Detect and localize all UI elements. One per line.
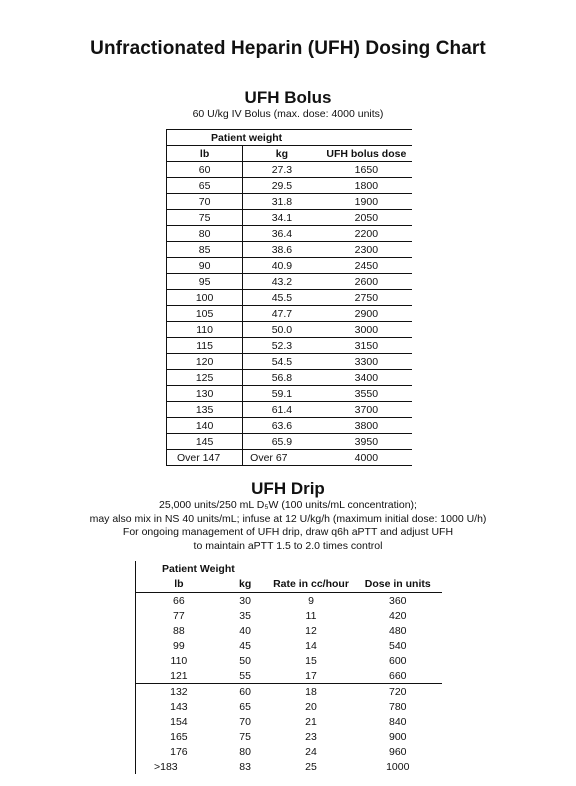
- drip-cell-dose: 660: [389, 669, 407, 682]
- drip-group-header-spacer: [354, 561, 442, 576]
- drip-cell-dose: 1000: [386, 760, 410, 773]
- bolus-subtitle: 60 U/kg IV Bolus (max. dose: 4000 units): [192, 108, 384, 120]
- bolus-cell-lb: 60: [167, 162, 243, 178]
- bolus-cell-lb: 70: [167, 194, 243, 210]
- drip-cell-rate: 17: [305, 669, 317, 682]
- bolus-cell-lb: 95: [167, 274, 243, 290]
- bolus-cell-kg: 52.3: [243, 338, 321, 354]
- bolus-cell-lb: 90: [167, 258, 243, 274]
- drip-cell-lb: 99: [173, 639, 185, 652]
- bolus-table-row: [167, 162, 413, 178]
- bolus-table-row: [167, 306, 413, 322]
- bolus-table-row: [167, 418, 413, 434]
- bolus-cell-dose: 3800: [321, 418, 412, 434]
- bolus-cell-lb: 75: [167, 210, 243, 226]
- bolus-table-row: [167, 274, 413, 290]
- drip-cell-kg: 35: [239, 609, 251, 622]
- drip-table-row: [136, 729, 443, 744]
- drip-cell-dose: 420: [389, 609, 407, 622]
- drip-cell-lb: 66: [173, 594, 185, 607]
- bolus-table-row: [167, 386, 413, 402]
- drip-cell-rate: 24: [305, 745, 317, 758]
- drip-cell-rate: 18: [268, 684, 353, 700]
- drip-cell-rate: 9: [308, 594, 314, 607]
- bolus-cell-dose: 2450: [321, 258, 412, 274]
- bolus-table-row: [167, 338, 413, 354]
- bolus-cell-dose: 3550: [321, 386, 412, 402]
- bolus-cell-lb: 135: [167, 402, 243, 418]
- bolus-cell-lb: 110: [167, 322, 243, 338]
- bolus-cell-dose: 1650: [321, 162, 412, 178]
- bolus-cell-lb: 105: [167, 306, 243, 322]
- bolus-column-header-row: [167, 146, 413, 162]
- bolus-table-row: [167, 242, 413, 258]
- bolus-cell-lb: 145: [167, 434, 243, 450]
- drip-cell-kg: 80: [239, 745, 251, 758]
- drip-cell-dose: 480: [389, 624, 407, 637]
- drip-cell-rate: 14: [305, 639, 317, 652]
- bolus-cell-lb: 65: [167, 178, 243, 194]
- drip-table-row: [136, 699, 443, 714]
- bolus-cell-dose: 2300: [321, 242, 412, 258]
- bolus-heading: UFH Bolus: [244, 88, 332, 107]
- bolus-cell-dose: 3950: [321, 434, 412, 450]
- drip-subtitle-line: may also mix in NS 40 units/mL; infuse at 12 U/kg/h (maximum initial dose: 1000 U/h): [89, 512, 487, 525]
- drip-col-dose: Dose in units: [354, 576, 442, 593]
- drip-table-row: [136, 759, 443, 774]
- drip-cell-kg: 60: [222, 684, 269, 700]
- bolus-cell-kg: 47.7: [243, 306, 321, 322]
- bolus-cell-kg: 38.6: [243, 242, 321, 258]
- drip-table-row: [136, 684, 443, 700]
- drip-table-row: [136, 623, 443, 638]
- drip-cell-lb: 165: [170, 730, 188, 743]
- bolus-cell-kg: 65.9: [243, 434, 321, 450]
- drip-table-row: [136, 608, 443, 623]
- drip-subtitle-line: For ongoing management of UFH drip, draw q6h aPTT and adjust UFH: [122, 526, 454, 538]
- drip-group-header-row: [136, 561, 443, 576]
- drip-table-row: [136, 668, 443, 684]
- drip-table-row: [136, 653, 443, 668]
- drip-cell-dose: 840: [389, 715, 407, 728]
- bolus-table-row: [167, 402, 413, 418]
- bolus-group-header-row: [167, 130, 413, 146]
- bolus-col-dose: UFH bolus dose: [321, 146, 412, 162]
- drip-group-header-spacer: [268, 561, 353, 576]
- drip-cell-dose: 600: [389, 654, 407, 667]
- bolus-cell-dose: 1800: [321, 178, 412, 194]
- bolus-cell-dose: 2600: [321, 274, 412, 290]
- drip-cell-lb: 77: [173, 609, 185, 622]
- bolus-cell-kg: 31.8: [243, 194, 321, 210]
- bolus-table-body: [167, 162, 413, 466]
- bolus-cell-dose: 3150: [321, 338, 412, 354]
- bolus-cell-kg: 27.3: [243, 162, 321, 178]
- drip-cell-lb: 110: [170, 654, 188, 667]
- drip-cell-dose: 900: [389, 730, 407, 743]
- bolus-cell-dose: 4000: [321, 450, 412, 466]
- bolus-cell-dose: 2750: [321, 290, 412, 306]
- drip-table: [135, 561, 442, 774]
- drip-heading: UFH Drip: [251, 479, 325, 498]
- drip-cell-dose: 360: [389, 594, 407, 607]
- drip-cell-rate: 21: [305, 715, 317, 728]
- drip-table-row: [136, 593, 443, 609]
- bolus-cell-kg: 40.9: [243, 258, 321, 274]
- bolus-table-row: [167, 434, 413, 450]
- bolus-col-lb: lb: [167, 146, 243, 162]
- drip-cell-rate: 15: [305, 654, 317, 667]
- bolus-cell-lb: 100: [167, 290, 243, 306]
- drip-cell-lb: 143: [170, 700, 188, 713]
- bolus-cell-dose: 3700: [321, 402, 412, 418]
- bolus-col-kg: kg: [243, 146, 321, 162]
- drip-table-body: [136, 593, 443, 775]
- bolus-table-row: [167, 354, 413, 370]
- bolus-table-row: [167, 194, 413, 210]
- bolus-table: [166, 129, 412, 466]
- bolus-table-row: [167, 450, 413, 466]
- drip-cell-dose: 960: [389, 745, 407, 758]
- bolus-cell-lb: Over 147: [167, 450, 243, 466]
- bolus-cell-lb: 120: [167, 354, 243, 370]
- bolus-group-header: Patient weight: [167, 130, 321, 146]
- bolus-cell-kg: 43.2: [243, 274, 321, 290]
- bolus-table-row: [167, 322, 413, 338]
- drip-cell-kg: 75: [239, 730, 251, 743]
- drip-column-header-row: [136, 576, 443, 593]
- drip-cell-kg: 83: [239, 760, 251, 773]
- bolus-cell-kg: 34.1: [243, 210, 321, 226]
- bolus-table-row: [167, 178, 413, 194]
- drip-table-row: [136, 744, 443, 759]
- bolus-cell-kg: 36.4: [243, 226, 321, 242]
- bolus-table-row: [167, 370, 413, 386]
- bolus-cell-dose: 3000: [321, 322, 412, 338]
- bolus-cell-kg: Over 67: [243, 450, 321, 466]
- drip-cell-kg: 50: [239, 654, 251, 667]
- drip-cell-rate: 23: [305, 730, 317, 743]
- drip-cell-lb: 88: [173, 624, 185, 637]
- bolus-table-row: [167, 226, 413, 242]
- drip-cell-kg: 55: [239, 669, 251, 682]
- drip-subtitle: [0, 499, 576, 553]
- drip-cell-rate: 20: [305, 700, 317, 713]
- drip-col-kg: kg: [222, 576, 269, 593]
- drip-cell-rate: 25: [305, 760, 317, 773]
- bolus-cell-dose: 1900: [321, 194, 412, 210]
- bolus-cell-dose: 3300: [321, 354, 412, 370]
- bolus-cell-kg: 61.4: [243, 402, 321, 418]
- drip-subtitle-line: to maintain aPTT 1.5 to 2.0 times control: [193, 539, 383, 552]
- bolus-cell-lb: 130: [167, 386, 243, 402]
- drip-cell-lb: 121: [170, 669, 188, 682]
- bolus-cell-dose: 2900: [321, 306, 412, 322]
- bolus-cell-kg: 56.8: [243, 370, 321, 386]
- bolus-cell-kg: 29.5: [243, 178, 321, 194]
- bolus-cell-kg: 50.0: [243, 322, 321, 338]
- bolus-cell-kg: 45.5: [243, 290, 321, 306]
- drip-cell-dose: 720: [354, 684, 442, 700]
- page-title: Unfractionated Heparin (UFH) Dosing Chart: [90, 38, 486, 59]
- bolus-cell-lb: 85: [167, 242, 243, 258]
- drip-cell-rate: 11: [305, 609, 317, 622]
- bolus-cell-lb: 140: [167, 418, 243, 434]
- bolus-group-header-spacer: [321, 130, 412, 146]
- bolus-cell-dose: 2050: [321, 210, 412, 226]
- drip-cell-dose: 540: [389, 639, 407, 652]
- drip-group-header: Patient Weight: [162, 562, 235, 575]
- bolus-cell-kg: 54.5: [243, 354, 321, 370]
- drip-cell-rate: 12: [305, 624, 317, 637]
- bolus-cell-lb: 80: [167, 226, 243, 242]
- drip-cell-kg: 45: [239, 639, 251, 652]
- drip-cell-lb: 154: [170, 715, 188, 728]
- drip-table-row: [136, 638, 443, 653]
- drip-cell-dose: 780: [389, 700, 407, 713]
- drip-cell-kg: 65: [239, 700, 251, 713]
- drip-subtitle-line: 25,000 units/250 mL D₅W (100 units/mL concentration);: [159, 499, 417, 511]
- drip-cell-lb: >183: [154, 760, 178, 773]
- bolus-table-row: [167, 210, 413, 226]
- drip-cell-kg: 40: [239, 624, 251, 637]
- drip-cell-kg: 70: [239, 715, 251, 728]
- bolus-cell-dose: 2200: [321, 226, 412, 242]
- bolus-cell-kg: 63.6: [243, 418, 321, 434]
- bolus-cell-kg: 59.1: [243, 386, 321, 402]
- bolus-table-row: [167, 290, 413, 306]
- drip-cell-kg: 30: [239, 594, 251, 607]
- bolus-cell-lb: 125: [167, 370, 243, 386]
- drip-col-rate: Rate in cc/hour: [268, 576, 353, 593]
- bolus-table-row: [167, 258, 413, 274]
- drip-cell-lb: 176: [170, 745, 188, 758]
- bolus-cell-dose: 3400: [321, 370, 412, 386]
- drip-cell-lb: 132: [136, 684, 222, 700]
- drip-col-lb: lb: [136, 576, 222, 593]
- bolus-cell-lb: 115: [167, 338, 243, 354]
- drip-table-row: [136, 714, 443, 729]
